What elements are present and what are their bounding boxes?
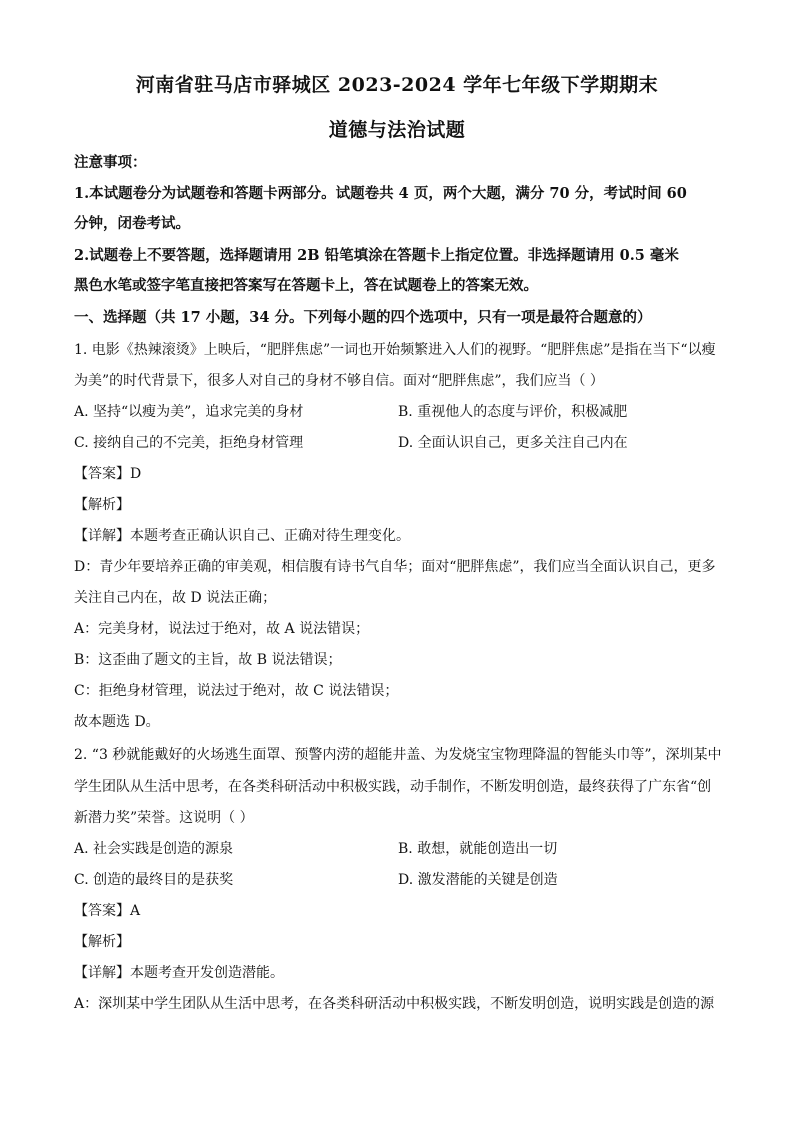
q2-stem-line-3: 新潜力奖”荣誉。这说明（ ） bbox=[74, 810, 254, 826]
q1-option-c: C. 接纳自己的不完美，拒绝身材管理 bbox=[74, 435, 304, 451]
q1-detail bbox=[74, 525, 410, 545]
q1-explanation-b: B：这歪曲了题文的主旨，故 B 说法错误； bbox=[74, 652, 342, 668]
notice-item-2-line-1: 2.试题卷上不要答题，选择题请用 2B 铅笔填涂在答题卡上指定位置。非选择题请用 0.5 毫米 bbox=[74, 247, 679, 264]
notice-item-1-line-2: 分钟，闭卷考试。 bbox=[74, 215, 190, 232]
q2-explanation-a-line-1: A：深圳某中学生团队从生活中思考，在各类科研活动中积极实践，不断发明创造，说明实践是创造的源 bbox=[74, 996, 715, 1012]
q1-analysis-tag: 【解析】 bbox=[74, 497, 130, 513]
q1-explanation-c: C：拒绝身材管理，说法过于绝对，故 C 说法错误； bbox=[74, 683, 399, 699]
page-subtitle: 道德与法治试题 bbox=[328, 119, 466, 141]
q1-answer-tag: 【答案】 bbox=[74, 466, 130, 482]
q1-option-a: A. 坚持“以瘦为美”，追求完美的身材 bbox=[74, 404, 304, 420]
q2-answer-value: A bbox=[130, 903, 141, 919]
q1-stem-line-1: 1. 电影《热辣滚烫》上映后，“肥胖焦虑”一词也开始频繁进入人们的视野。“肥胖焦虑”是指在当下“以瘦 bbox=[74, 342, 716, 358]
q1-explanation-d-line-1: D：青少年要培养正确的审美观，相信腹有诗书气自华；面对“肥胖焦虑”，我们应当全面认识自己，更多 bbox=[74, 559, 716, 575]
q1-answer bbox=[74, 463, 141, 483]
notice-item-1-line-1: 1.本试题卷分为试题卷和答题卡两部分。试题卷共 4 页，两个大题，满分 70 分，考试时间 60 bbox=[74, 185, 687, 202]
q2-detail-tag: 【详解】 bbox=[74, 965, 130, 981]
q2-stem-line-1: 2. “3 秒就能戴好的火场逃生面罩、预警内涝的超能井盖、为发烧宝宝物理降温的智能头巾等”，深圳某中 bbox=[74, 747, 722, 763]
q1-detail-tag: 【详解】 bbox=[74, 528, 130, 544]
notice-heading: 注意事项： bbox=[74, 154, 147, 171]
q1-answer-value: D bbox=[130, 466, 142, 482]
q2-option-d: D. 激发潜能的关键是创造 bbox=[398, 872, 558, 888]
q2-answer bbox=[74, 900, 140, 920]
q2-answer-tag: 【答案】 bbox=[74, 903, 130, 919]
q2-detail bbox=[74, 962, 284, 982]
q1-detail-text: 本题考查正确认识自己、正确对待生理变化。 bbox=[130, 528, 410, 544]
q2-analysis-tag: 【解析】 bbox=[74, 934, 130, 950]
q2-stem-line-2: 学生团队从生活中思考，在各类科研活动中积极实践，动手制作，不断发明创造，最终获得了广东省“创 bbox=[74, 779, 712, 795]
section-heading: 一、选择题（共 17 小题，34 分。下列每小题的四个选项中，只有一项是最符合题意的） bbox=[74, 309, 652, 326]
q1-conclusion: 故本题选 D。 bbox=[74, 714, 160, 730]
q1-option-b: B. 重视他人的态度与评价，积极减肥 bbox=[398, 404, 628, 420]
q1-explanation-a: A：完美身材，说法过于绝对，故 A 说法错误； bbox=[74, 621, 370, 637]
q2-option-a: A. 社会实践是创造的源泉 bbox=[74, 841, 234, 857]
q1-stem-line-2: 为美”的时代背景下，很多人对自己的身材不够自信。面对“肥胖焦虑”，我们应当（ ） bbox=[74, 373, 604, 389]
q1-explanation-d-line-2: 关注自己内在，故 D 说法正确； bbox=[74, 590, 277, 606]
q2-option-b: B. 敢想，就能创造出一切 bbox=[398, 841, 558, 857]
q1-option-d: D. 全面认识自己，更多关注自己内在 bbox=[398, 435, 628, 451]
notice-item-2-line-2: 黑色水笔或签字笔直接把答案写在答题卡上，答在试题卷上的答案无效。 bbox=[74, 277, 538, 294]
q2-detail-text: 本题考查开发创造潜能。 bbox=[130, 965, 284, 981]
q2-option-c: C. 创造的最终目的是获奖 bbox=[74, 872, 234, 888]
page-title: 河南省驻马店市驿城区 2023-2024 学年七年级下学期期末 bbox=[135, 74, 659, 96]
